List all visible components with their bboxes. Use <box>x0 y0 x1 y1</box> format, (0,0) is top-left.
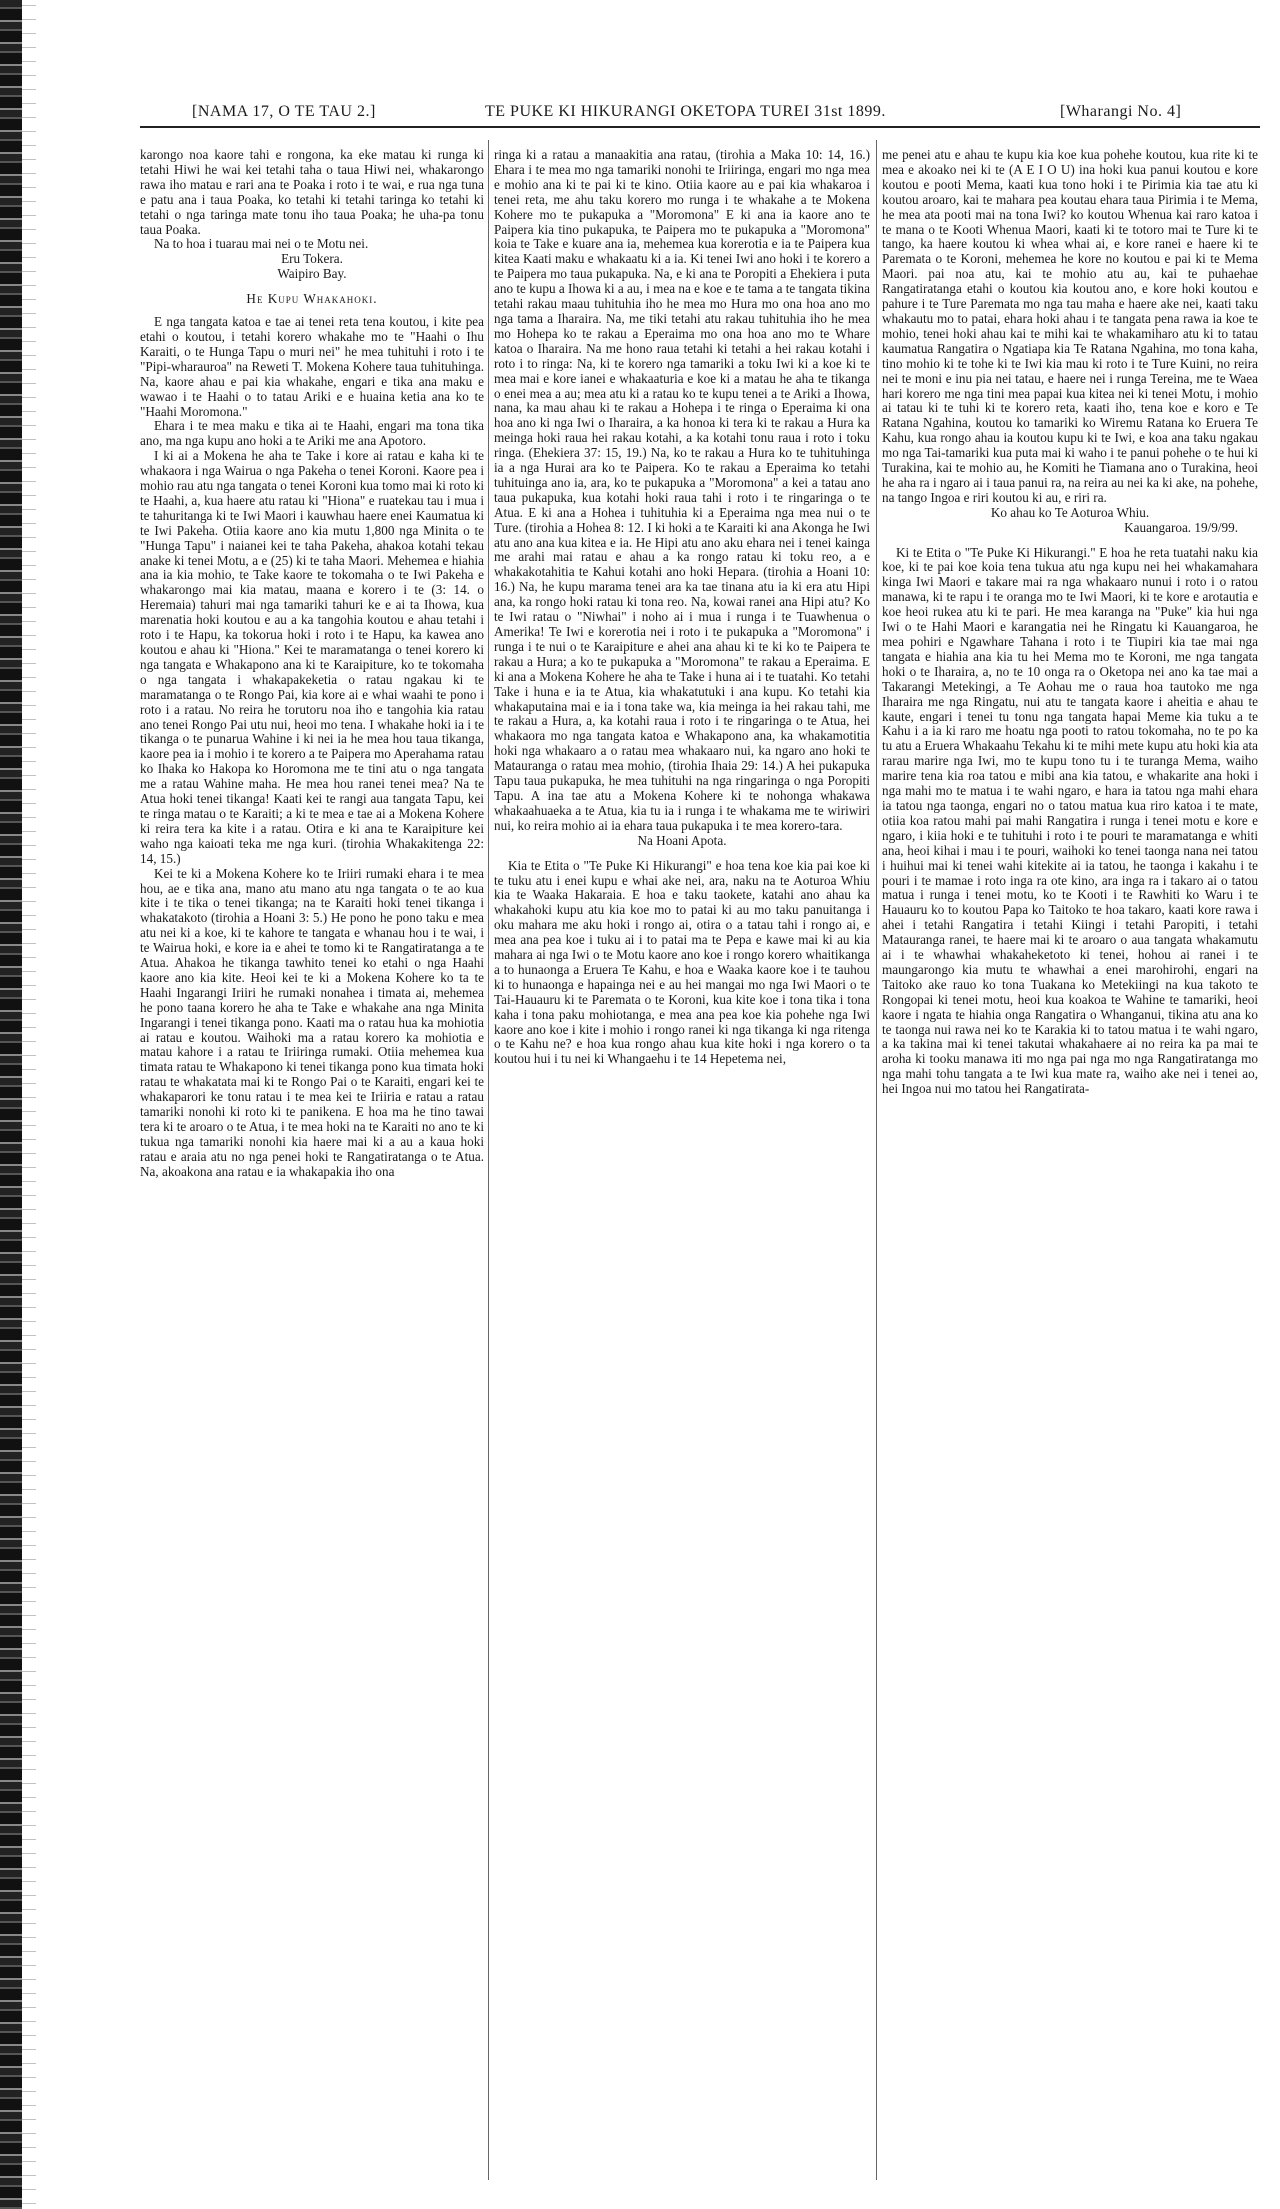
page-header <box>140 103 1260 125</box>
column-divider <box>876 140 877 2180</box>
column-2 <box>494 148 870 1067</box>
paragraph: Kei te ki a Mokena Kohere ko te Iriiri rumaki ehara i te mea hou, ae e tika ana, mano atu mano atu nga tangata o te ao kua kite i te tika o tenei tikanga; na te Karaiti hoki tenei tikanga i whakatakoto (tirohia a Hoani 3: 5.) He pono he pono taku e mea atu nei ki a koe, ki te kahore te tangata e whanau hou i te wai, i te Wairua hoki, e kore ia e ahei te tomo ki te Rangatiratanga a te Atua. Ahakoa he tikanga tawhito tenei ko etahi o nga Haahi kaore ano kia kite. Heoi kei te ki a Mokena Kohere ko ta te Haahi Ingarangi Iriiri he rumaki nonahea i timata ai, mehemea he pono taana korero he aha te Take e whakahe ana nga Minita Ingarangi i tenei tikanga pono. Kaati ma o ratau hua ka mohiotia ai ratau e koutou. Waihoki ma a ratau korero ka mohiotia e matau kahore i a ratau te Iriiringa rumaki. Otiia mehemea kua timata ratau te Whakapono ki tenei tikanga pono kua timata hoki ratau te whakatata mai ki te Rongo Pai o te Karaiti, engari kei te whakaparori ke tonu ratau i te mea kei te Iriiria e ratau a ratau tamariki nonohi ki roto ki te panikena. E hoa ma he tino tawai tera ki te aroaro o te Atua, i te mea hoki na te Karaiti no ano te ki tukua nga tamariki nonohi kia haere mai ki a au a kaua hoki ratau e araia atu no nga penei hoki te Rangatiratanga o te Atua. Na, akoakona ana ratau e ia whakapakia iho ona <box>140 865 484 1179</box>
header-rule <box>140 126 1260 128</box>
page-number: [Wharangi No. 4] <box>1060 103 1182 120</box>
signature: Ko ahau ko Te Aoturoa Whiu. <box>990 504 1150 520</box>
column-3 <box>882 148 1258 1097</box>
newspaper-title-date: TE PUKE KI HIKURANGI OKETOPA TUREI 31st 1899. <box>485 103 886 120</box>
paragraph: Na to hoa i tuarau mai nei o te Motu nei. <box>154 236 369 252</box>
paragraph: karongo noa kaore tahi e rongona, ka eke matau ki runga ki tetahi Hiwi he wai kei tetahi taha o taua Hiwi nei, whakarongo rawa iho matau e rari ana te Poaka i roto i te wai, e rua nga tuna e patu ana i taua Poaka, ko tetahi ki tetahi taringa ko tetahi ki tetahi o nga taringa mate tonu iho taua Poaka; he uha-pa tonu taua Poaka. <box>140 147 484 237</box>
paragraph: Ehara i te mea maku e tika ai te Haahi, engari ma tona tika ano, ma nga kupu ano hoki a te Ariki me ana Apotoro. <box>140 418 484 449</box>
paragraph: E nga tangata katoa e tae ai tenei reta tena koutou, i kite pea etahi o koutou, i tetahi korero whakahe mo te "Haahi o Ihu Karaiti, o te Hunga Tapu o muri nei" he mea tuhituhi i roto i te "Pipi-wharauroa" na Reweti T. Mokena Kohere taua tuhituhinga. Na, kaore ahau e pai kia whakahe, engari e tika ana maku e wawao i te Haahi o to tatau Ariki e e huaina ketia ana ko te "Haahi Moromona." <box>140 314 484 419</box>
signature-place-date: Kauangaroa. 19/9/99. <box>1124 519 1238 535</box>
signature: Eru Tokera. <box>281 251 343 267</box>
paragraph: Kia te Etita o "Te Puke Ki Hikurangi" e hoa tena koe kia pai koe ki te tuku atu i enei kupu e whai ake nei, ara, naku na te Aoturoa Whiu kia te Waaka Hakaraia. E hoa e taku taokete, katahi ano ahau ka whakahoki kupu atu kia koe mo to patai ki au mo taku panuitanga i oku mahara me aku hoki i rongo ai, otira o a tatau tahi i rongo ai, e mea ana pea koe i tuku ai i to patai ma te Pepa e kawe mai ki au kia mahara ai nga Iwi o te Motu kaore ano koe i rongo korero whaitikanga a to hunaonga a Eruera Te Kahu, e hoa e Waaka kaore koe i te tauhou ki to hunaonga e hapainga nei e au hei mangai mo nga Iwi Maori o te Tai-Hauauru ki te Paremata o te Koroni, kua kite koe i tona tika i tona kaha i tona paku mohiotanga, e mea ana pea koe kia pohehe nga Iwi kaore ano koe i kite i mohio i rongo ranei ki nga tikanga ki nga ritenga o te Kahu ne? e hoa kua rongo ahau kua kite hoki i nga korero o ta koutou hui i tu nei ki Whangaehu i te 14 Hepetema nei, <box>494 857 870 1067</box>
scan-binding-edge-shadow <box>22 0 36 2209</box>
issue-number: [NAMA 17, O TE TAU 2.] <box>192 103 376 120</box>
paragraph: me penei atu e ahau te kupu kia koe kua pohehe koutou, kua rite ki te mea e akoako nei ki te (A E I O U) ina hoki kua panui koutou e kore koutou e pooti Mema, kaati kua tono hoki i te Pirimia kia tae atu ki koutou aroaro, kai te mahara pea koutau ehara taua Pirimia i te Mema, he mea ata pooti mai na tona Iwi? ko koutou Whenua kai raro katoa i te mana o te Kooti Whenua Maori, kaati ki te totoro mai te Ture ki te tango, ka haere koutou ki whea whai ai, e kore ranei e haere ki te Paremata o te Koroni, mehemea he kore no koutou e pai ki te Mema Maori. pai noa atu, kai te mohio atu au, kai te puhaehae Rangatiratanga etahi o koutou kia koutou ano, e kore hoki koutou e pahure i te Ture Paremata mo nga tau maha e haere ake nei, kaati taku whakautu mo to patai, ehara hoki ahau i te tangata pena rawa ia koe te mohio, tenei hoki ahau kai te mihi kai te whakamiharo atu ki to tatau kaumatua Rangatira o Ngatiapa kia Te Ratana Ngahina, mo tona kaha, tino mohio ki te tohe ki te Iwi kia mau ki roto i te Ture Kuini, no reira nei te moni e inu pia nei tatau, e haere nei i runga Tereina, me te Waea hari korero me nga tini mea papai kua kitea nei ki tenei Motu, i mohio ai tatau ki te tuhi ki te korero reta, kaati iho, tena koe e koro e Te Ratana Ngahina, koutou ko tamariki ko Wiremu Ratana ko Eruera Te Kahu, kua rongo ahau ia koutou kupu ki te Iwi, e koa ana taku ngakau mo nga Tai-tamariki kua puta mai ki waho i te panui pohehe o te hui ki Turakina, kai te mohio au, he Komiti he Tiamana ano o Turakina, heoi he aha ra i ngaro ai i taua panui ra, na reira au nei ka ki ake, na pohehe, na tango Ingoa e riri koutou ki au, e riri ra. <box>882 147 1258 505</box>
column-1 <box>140 148 484 1180</box>
article-heading: He Kupu Whakahoki. <box>246 291 378 307</box>
paragraph: I ki ai a Mokena he aha te Take i kore ai ratau e kaha ki te whakaora i nga Wairua o nga Pakeha o tenei Koroni. Kaore pea i mohio rau atu nga tangata o tenei Koroni kua tomo mai ki roto ki te Haahi, a, kua haere atu ratau ki "Hiona" e ruatekau tau i mua i te tahuritanga ki te Iwi Maori i kauwhau haere enei Kaumatua ki te Iwi Pakeha. Otiia kaore ano kia mutu 1,800 nga Minita o te "Hunga Tapu" i naianei kei te taha Pakeha, ahakoa kotahi tekau anake ki tenei Motu, a e (25) ki te taha Maori. Mehemea e hiahia ana ia kia mohio, te Take kaore te tokomaha o te Iwi Pakeha e whakarongo mai kia matau, maana e korero i te (3: 14. o Heremaia) tahuri mai nga tamariki tahuri ke e ai ta Ihowa, kua marenatia hoki koutou e au a ka tangohia koutou e ahau tetahi i roto i te Hapu, ka tokorua hoki i roto i te Hapu, ka kawea ano koutou e ahau ki "Hiona." Kei te maramatanga o tenei korero ki nga tangata e Whakapono ana ki te Karaipiture, ko te tokomaha o nga tangata i whakapakeketia o ratau ngakau ki te maramatanga o te Rongo Pai, kia kore ai e whai waahi te pono i roto i a ratau. No reira he torutoru noa iho e tangohia kia ratau ano tenei Rongo Pai utu nui, heoi mo tena. I whakahe hoki ia i te tikanga o te punarua Wahine i ki nei ia he mea hou taua tikanga, kaore pea ia i mohio i te korero a te Paipera mo Aperahama ratau ko Ihaka ko Hakopa ko Horomona me te tini atu o nga tangata me a ratau Wahine maha. He mea hou ranei tenei mea? Na te Atua hoki tenei tikanga! Kaati kei te rangi aua tangata Tapu, kei te ringa matau o te Karaiti; a ki te mea e tae ai a Mokena Kohere ki reira tera ka kite i a ratau. Otira e ki ana te Karaipiture kei waho nga kaioati teka me nga kuri. (tirohia Whakakitenga 22: 14, 15.) <box>140 448 484 866</box>
column-divider <box>488 140 489 2180</box>
scan-binding-edge <box>0 0 22 2209</box>
paragraph: Ki te Etita o "Te Puke Ki Hikurangi." E hoa he reta tuatahi naku kia koe, ki te pai koe koia tena tukua atu nga kupu nei hei whakamahara kinga Iwi Maori e takare mai ra nga whakaaro nunui i roto i o ratou manawa, ki te rapu i te oranga mo te Iwi Maori, ki te kore e arotautia e koe heoi rukea atu ki te pari. He mea karanga na "Puke" kia hui nga Iwi o te Hahi Maori e karangatia nei he Ringatu ki Kauangaroa, he mea pohiri e Ngawhare Tahana i roto i te Tiupiri kia tae mai nga tangata e hiahia ana kia tu hei Mema mo te Koroni, me nga tangata hoki o te Iharaira, a, no te 10 onga ra o Oketopa nei ano ka tae mai a Takarangi Metekingi, a Te Aohau me o raua hoa tautoko me nga Iharaira me nga Ringatu, nui atu te tangata kaore i aheitia e ahau te kaute, engari i tenei tu tonu nga tangata hapai Meme kia tuku a te Kahu i a ia ki raro me hoatu nga pooti to ratou tokomaha, no te po ka tu atu a Eruera Whakaahu Tekahu ki te mihi mete kupu atu hoki kia ata rarau marire nga Iwi, mo te kupu tono tu i te turanga Mema, waiho marire tena kia roa tatou e mibi ana kia tatou, e whakarite ana hoki i nga mahi mo te matua i te wahi ngaro, e hara ia tatou nga mahi ehara ia tatou nga taonga, engari no o tatou matua kua riro katoa i te mate, otiia koa ratou mahi pai mahi Rangatira i runga i tenei motu e kore e ngaro, i kiia hoki e te tuhituhi i roto i te pouri te maramatanga e whiti ana, heoi kihai i mau i te pouri, waihoki ko tenei taonga nana nei tatou i huihui mai ki tenei wahi kitekite ai ia tatou, he taonga i kakahu i te pouri i te mamae i roto inga ra ote kino, ara inga ra i takaro ai o tatou matua i runga i tenei motu, ko te Kooti i te Rawhiti ko Waru i te Hauauru ko to koutou Papa ko Taitoko te hoa takaro, kaati kore rawa i ahei i tetahi Rangatira i tetahi Kiingi i tetahi Paropiti, i tetahi Matauranga ranei, te haere mai ki te aroaro o aua tangata whakamutu ai i te whawhai whakaheketoto ki tenei, hohou ai ranei i te maungarongo kia mutu te whawhai a enei marohirohi, engari na Taitoko ake rauo ko tona Tuakana ko Metekiingi na kua takoto te Rongopai ki tenei motu, heoi kua koakoa te Wahine te tamariki, heoi kaore i ngata te hiahia onga Rangatira o Whanganui, tikina atu ana ko te taonga nui rawa nei ko te Karakia ki to tatou matua i te wahi ngaro, a ka takina mai ki tenei takutai whakahaere ai no reira ka pa mai te aroha ki tooku manawa iti mo nga pai nga mo nga Rangatiratanga mo nga mahi tohu tangata a te Iwi kua mate ra, waiho ake nei i tenei ao, hei Ingoa nui mo tatou hei Rangatirata- <box>882 544 1258 1097</box>
paragraph: ringa ki a ratau a manaakitia ana ratau, (tirohia a Maka 10: 14, 16.) Ehara i te mea mo nga tamariki nonohi te Iriiringa, engari mo nga mea e mohio ana ki te pai ki te kino. Otiia kaore au e pai kia whakaroa i tenei reta, me ahu taku korero mo runga i te whakahe a te Mokena Kohere mo te pukapuka a "Moromona" E ki ana ia kaore ano te Paipera kia tino pukapuka, te Paipera mo te pukapuka a "Moromona" koia te Take e kuare ana ia, mehemea kua korerotia e ia te Paipera kua kitea Kaati maku e whakaatu ki a ia. Ki tenei Iwi ano hoki i te korero a te Paipera mo taua pukapuka. Na, e ki ana te Poropiti a Ehekiera i puta ano te kupu a Ihowa ki a au, i mea na e koe e te tama a te tangata tikina tetahi rakau maau tuhituhia iho he mea mo Hura mo ona hoa ano mo nga tama a Iharaira. Na, me tiki tetahi atu rakau tuhituhia iho he mea mo Hohepa ko te rakau a Eperaima mo ona hoa ano mo te Whare katoa o Iharaira. Na me hono raua tetahi ki tetahi a hei rakau kotahi i roto i to ringa: Na, ki te korero nga tamariki a toku Iwi ki a koe ki te mea mai e kore ianei e whakaaturia e koe ki a matau he aha te tikanga o enei mea a au; mea atu ki a ratau ko te kupu tenei a te Ariki a Ihowa, nana, ka mau ahau ki te rakau a Hohepa i te ringa o Eperaima ki ona hoa ano ki nga Iwi o Iharaira, a ka honoa ki tera ki te rakau a Hura ka meinga hoki raua hei rakau kotahi, a ka kotahi tonu raua i roto i toku ringa. (Ehekiera 37: 15, 19.) Na, ko te rakau a Hura ko te tuhituhinga ia a nga Hurai ara ko te Paipera. Ko te rakau a Eperaima ko tetahi tuhituinga ano ia, ara, ko te pukapuka a "Moromona" a kei a tatau ano taua pukapuka, kua kotahi hoki raua tahi i roto i te ringaringa o te Atua. E ki ana a Hohea i tuhituhia ki a Eperaima nga mea nui o te Ture. (tirohia a Hohea 8: 12. I ki hoki a te Karaiti ki ana Akonga he Iwi atu ano ana kua kitea e ia. He Hipi atu ano aku ehara nei i tenei kainga me arahi mai ratau e ahau a ka rongo ratau ki toku reo, a e whakakotahitia te Kahui kotahi ano hoki Hepara. (tirohia a Hoani 10: 16.) Na, he kupu marama tenei ara ka tae tinana atu ia ki era atu Hipi ana, ka rongo hoki ratau ki tona reo. Na, kowai ranei ana Hipi atu? Ko te Iwi ratau o "Niwhai" i noho ai i mua i runga i te Tuawhenua o Amerika! Te Iwi e korerotia nei i roto i te pukapuka a "Moromona" i runga i te nui o te Karaipiture e ahei ana ahau ki te ki ko te Paipera te rakau a Hura; a ko te pukapuka a "Moromona" te rakau a Eperaima. E ki ana a Mokena Kohere he aha te Take i huna ai i te tuatahi. Ko tetahi Take i huna e ia te Atua, kia whakatutuki i ana kupu. Ko tetahi kia whakaputaina mai e ia i tona take wa, kia meinga ia hei rakau tahi, me te rakau a Hura, a, ka kotahi raua i roto i te ringaringa o te Atua, hei whakaora mo nga tangata katoa e Whakapono ana, ka whakamotitia hoki nga whakaaro a o ratau mea whakaaro nui, ka ngaro ano hoki te Matauranga o ratau mea mohio, (tirohia Ihaia 29: 14.) A hei pukapuka Tapu taua pukapuka, he mea tuhituhi na nga ringaringa o nga Poropiti Tapu. A ina tae atu a Mokena Kohere ki te nohonga whakawa whakaahuaeka a te Atua, kia tu ia i runga i te whakama me te wiriwiri nui, ko reira mohio ai ia ehara taua pukapuka i te mea korero-tara. <box>494 147 870 833</box>
signature: Na Hoani Apota. <box>637 832 727 848</box>
signature-place: Waipiro Bay. <box>277 266 347 282</box>
